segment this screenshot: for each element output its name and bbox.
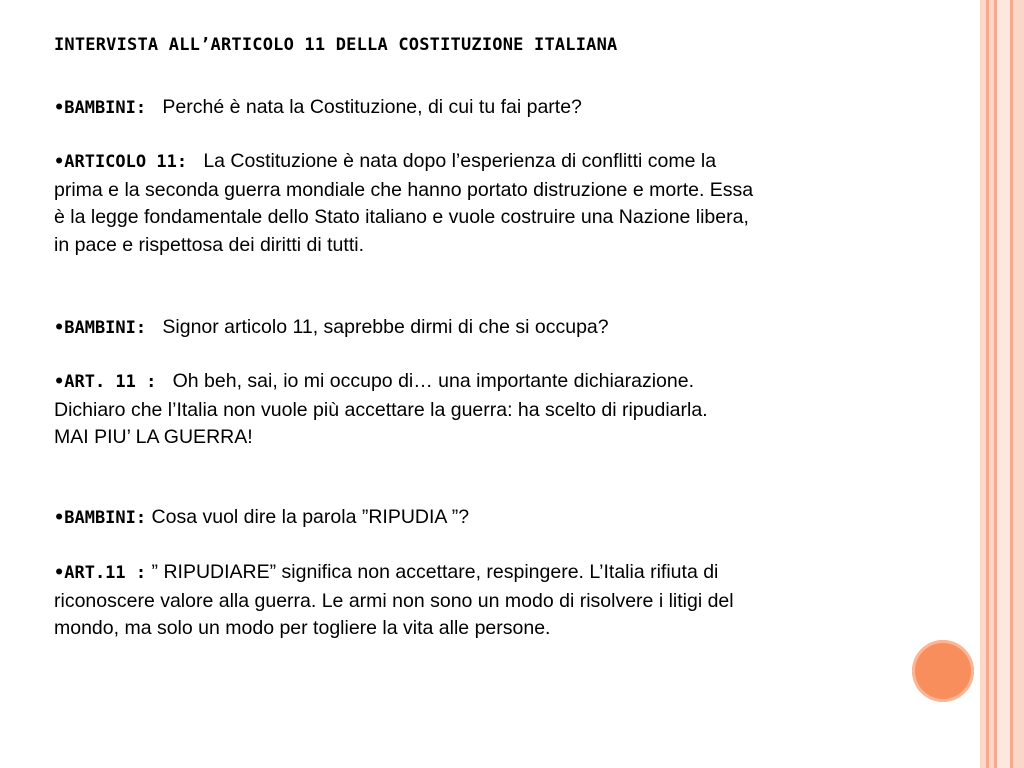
exchange-bambini-2 <box>54 314 919 343</box>
right-decorative-stripe <box>996 0 1010 768</box>
answer-text: in pace e rispettosa dei diritti di tutti. <box>54 233 364 256</box>
answer-text: mondo, ma solo un modo per togliere la vita alle persone. <box>54 617 551 639</box>
exchange-line <box>54 504 919 533</box>
answer-text: Perché è nata la Costituzione, di cui tu fai parte? <box>162 96 582 118</box>
right-decorative-line-2 <box>994 0 997 768</box>
speaker-label: •ART.11 : <box>54 563 147 583</box>
answer-text: Dichiaro che l’Italia non vuole più accettare la guerra: ha scelto di ripudiarla. <box>54 398 708 421</box>
speaker-label: •BAMBINI: <box>54 318 147 338</box>
exchange-line <box>54 148 919 177</box>
exchange-line <box>54 314 919 343</box>
answer-text: La Costituzione è nata dopo l’esperienza di conflitti come la <box>203 150 717 172</box>
orange-circle-decoration <box>912 640 974 702</box>
answer-text: è la legge fondamentale dello Stato italiano e vuole costruire una Nazione libera, <box>54 206 749 228</box>
exchange-line <box>54 559 919 588</box>
answer-text: Oh beh, sai, io mi occupo di… una importante dichiarazione. <box>172 370 694 392</box>
answer-text: ” RIPUDIARE” significa non accettare, respingere. L’Italia rifiuta di <box>151 561 719 583</box>
exchange-bambini-1 <box>54 94 919 123</box>
right-decorative-line-1 <box>986 0 989 768</box>
answer-text: Signor articolo 11, saprebbe dirmi di che si occupa? <box>162 316 609 338</box>
exchange-articolo-2 <box>54 368 919 452</box>
right-decorative-line-3 <box>1010 0 1013 768</box>
speaker-label: •BAMBINI: <box>54 508 147 528</box>
answer-text: prima e la seconda guerra mondiale che hanno portato distruzione e morte. Essa <box>54 178 754 201</box>
speaker-label: •ART. 11 : <box>54 372 157 392</box>
answer-text: riconoscere valore alla guerra. Le armi non sono un modo di risolvere i litigi del <box>54 589 734 612</box>
answer-text: MAI PIU’ LA GUERRA! <box>54 426 253 448</box>
answer-text: Cosa vuol dire la parola ”RIPUDIA ”? <box>151 506 470 528</box>
exchange-articolo-3 <box>54 559 919 643</box>
page-title: INTERVISTA ALL’ARTICOLO 11 DELLA COSTITUZIONE ITALIANA <box>54 35 618 55</box>
exchange-line <box>54 368 919 397</box>
exchange-bambini-3 <box>54 504 919 533</box>
exchange-articolo-1 <box>54 148 919 259</box>
speaker-label: •BAMBINI: <box>54 98 147 118</box>
exchange-line <box>54 94 919 123</box>
speaker-label: •ARTICOLO 11: <box>54 152 188 172</box>
